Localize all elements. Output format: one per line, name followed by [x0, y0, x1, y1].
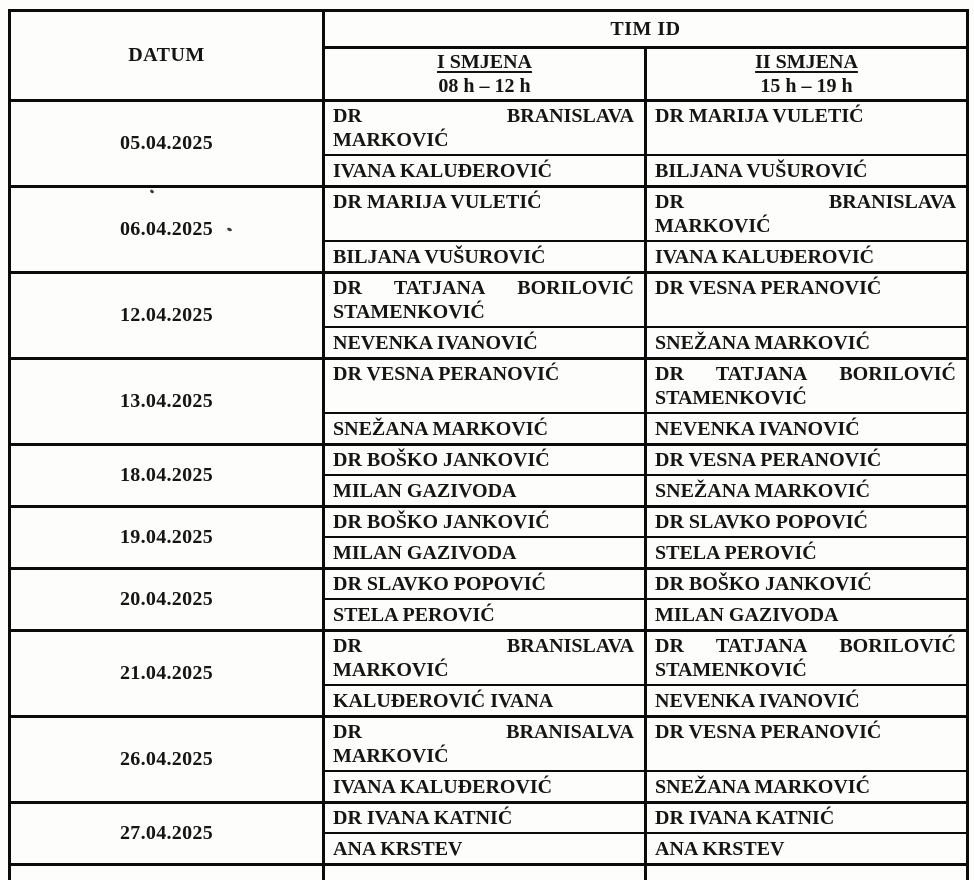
date-cell: 27.04.2025	[10, 803, 324, 865]
date-cell: 18.04.2025	[10, 445, 324, 507]
staff-cell: STELA PEROVIĆ	[324, 599, 646, 631]
doctor-cell	[646, 803, 968, 834]
staff-cell: IVANA KALUĐEROVIĆ	[646, 241, 968, 273]
doctor-name-word: BRANISALVA	[506, 720, 634, 744]
schedule-row-doctors	[10, 273, 968, 328]
staff-cell: SNEŽANA MARKOVIĆ	[324, 413, 646, 445]
doctor-name-line: MARKOVIĆ	[333, 744, 634, 768]
doctor-name-line: MARKOVIĆ	[655, 214, 956, 238]
empty-cell	[646, 865, 968, 880]
staff-cell: MILAN GAZIVODA	[324, 537, 646, 569]
doctor-cell	[646, 101, 968, 156]
staff-cell: ANA KRSTEV	[324, 833, 646, 865]
schedule-row-doctors	[10, 101, 968, 156]
doctor-name-line: STAMENKOVIĆ	[655, 658, 956, 682]
doctor-name-word: DR	[655, 190, 684, 214]
doctor-cell	[646, 445, 968, 476]
doctor-cell	[324, 803, 646, 834]
schedule-row-doctors	[10, 187, 968, 242]
date-cell: 21.04.2025	[10, 631, 324, 717]
doctor-name-line: STAMENKOVIĆ	[655, 386, 956, 410]
empty-cell	[324, 865, 646, 880]
doctor-name-word: DR	[333, 104, 362, 128]
doctor-cell	[324, 187, 646, 242]
staff-cell: STELA PEROVIĆ	[646, 537, 968, 569]
doctor-name-line: DR SLAVKO POPOVIĆ	[655, 510, 956, 534]
schedule-row-doctors	[10, 803, 968, 834]
empty-cell	[10, 865, 324, 880]
datum-header: DATUM	[10, 11, 324, 101]
doctor-name-line: DR BOŠKO JANKOVIĆ	[333, 510, 634, 534]
doctor-name-line: DR SLAVKO POPOVIĆ	[333, 572, 634, 596]
doctor-name-line: DR VESNA PERANOVIĆ	[655, 276, 956, 300]
doctor-name-line: DR IVANA KATNIĆ	[655, 806, 956, 830]
staff-cell: IVANA KALUĐEROVIĆ	[324, 155, 646, 187]
duty-roster-table	[8, 9, 969, 880]
staff-cell: SNEŽANA MARKOVIĆ	[646, 771, 968, 803]
schedule-row-doctors	[10, 507, 968, 538]
staff-cell: BILJANA VUŠUROVIĆ	[324, 241, 646, 273]
partial-empty-row	[10, 865, 968, 880]
doctor-cell	[324, 273, 646, 328]
doctor-cell	[324, 101, 646, 156]
date-cell: 13.04.2025	[10, 359, 324, 445]
doctor-cell	[324, 445, 646, 476]
doctor-cell	[324, 631, 646, 686]
shift2-name: II SMJENA	[647, 50, 966, 74]
doctor-name-line: MARKOVIĆ	[333, 658, 634, 682]
doctor-name-word: BORILOVIĆ	[839, 362, 956, 386]
doctor-name-line: DR BOŠKO JANKOVIĆ	[333, 448, 634, 472]
schedule-row-doctors	[10, 445, 968, 476]
staff-cell: NEVENKA IVANOVIĆ	[324, 327, 646, 359]
doctor-name-line: DR MARIJA VULETIĆ	[333, 190, 634, 214]
doctor-cell	[646, 631, 968, 686]
shift2-hours: 15 h – 19 h	[647, 74, 966, 98]
doctor-name-word: TATJANA	[716, 634, 807, 658]
shift2-header	[646, 48, 968, 101]
doctor-name-word: BRANISLAVA	[507, 104, 634, 128]
date-cell: 20.04.2025	[10, 569, 324, 631]
tim-id-header: TIM ID	[324, 11, 968, 48]
doctor-name-word: DR	[655, 362, 684, 386]
doctor-name-line: DR VESNA PERANOVIĆ	[655, 448, 956, 472]
staff-cell: ANA KRSTEV	[646, 833, 968, 865]
doctor-name-word: BORILOVIĆ	[839, 634, 956, 658]
doctor-name-line: DR IVANA KATNIĆ	[333, 806, 634, 830]
staff-cell: MILAN GAZIVODA	[646, 599, 968, 631]
shift1-name: I SMJENA	[325, 50, 644, 74]
schedule-row-doctors	[10, 717, 968, 772]
doctor-cell	[646, 187, 968, 242]
doctor-name-line: DR VESNA PERANOVIĆ	[333, 362, 634, 386]
date-cell: 05.04.2025	[10, 101, 324, 187]
staff-cell: SNEŽANA MARKOVIĆ	[646, 327, 968, 359]
doctor-name-word: TATJANA	[394, 276, 485, 300]
shift1-hours: 08 h – 12 h	[325, 74, 644, 98]
doctor-name-line: DR MARIJA VULETIĆ	[655, 104, 956, 128]
staff-cell: SNEŽANA MARKOVIĆ	[646, 475, 968, 507]
doctor-cell	[646, 569, 968, 600]
doctor-name-line: DR VESNA PERANOVIĆ	[655, 720, 956, 744]
schedule-body	[10, 101, 968, 880]
staff-cell: IVANA KALUĐEROVIĆ	[324, 771, 646, 803]
doctor-name-word: DR	[655, 634, 684, 658]
staff-cell: MILAN GAZIVODA	[324, 475, 646, 507]
schedule-row-doctors	[10, 359, 968, 414]
doctor-cell	[324, 359, 646, 414]
schedule-row-doctors	[10, 569, 968, 600]
staff-cell: NEVENKA IVANOVIĆ	[646, 413, 968, 445]
schedule-row-doctors	[10, 631, 968, 686]
doctor-name-word: BRANISLAVA	[507, 634, 634, 658]
doctor-cell	[324, 717, 646, 772]
doctor-name-word: TATJANA	[716, 362, 807, 386]
doctor-name-line: DR BOŠKO JANKOVIĆ	[655, 572, 956, 596]
doctor-cell	[646, 717, 968, 772]
staff-cell: NEVENKA IVANOVIĆ	[646, 685, 968, 717]
doctor-name-line: MARKOVIĆ	[333, 128, 634, 152]
doctor-name-word: DR	[333, 720, 362, 744]
date-cell: 26.04.2025	[10, 717, 324, 803]
shift1-header	[324, 48, 646, 101]
doctor-name-word: BORILOVIĆ	[517, 276, 634, 300]
doctor-name-word: DR	[333, 276, 362, 300]
doctor-cell	[324, 507, 646, 538]
doctor-cell	[646, 273, 968, 328]
staff-cell: KALUĐEROVIĆ IVANA	[324, 685, 646, 717]
doctor-cell	[324, 569, 646, 600]
date-cell: 19.04.2025	[10, 507, 324, 569]
date-cell: 06.04.2025	[10, 187, 324, 273]
doctor-name-word: DR	[333, 634, 362, 658]
doctor-name-line: STAMENKOVIĆ	[333, 300, 634, 324]
doctor-name-word: BRANISLAVA	[829, 190, 956, 214]
doctor-cell	[646, 359, 968, 414]
date-cell: 12.04.2025	[10, 273, 324, 359]
doctor-cell	[646, 507, 968, 538]
staff-cell: BILJANA VUŠUROVIĆ	[646, 155, 968, 187]
